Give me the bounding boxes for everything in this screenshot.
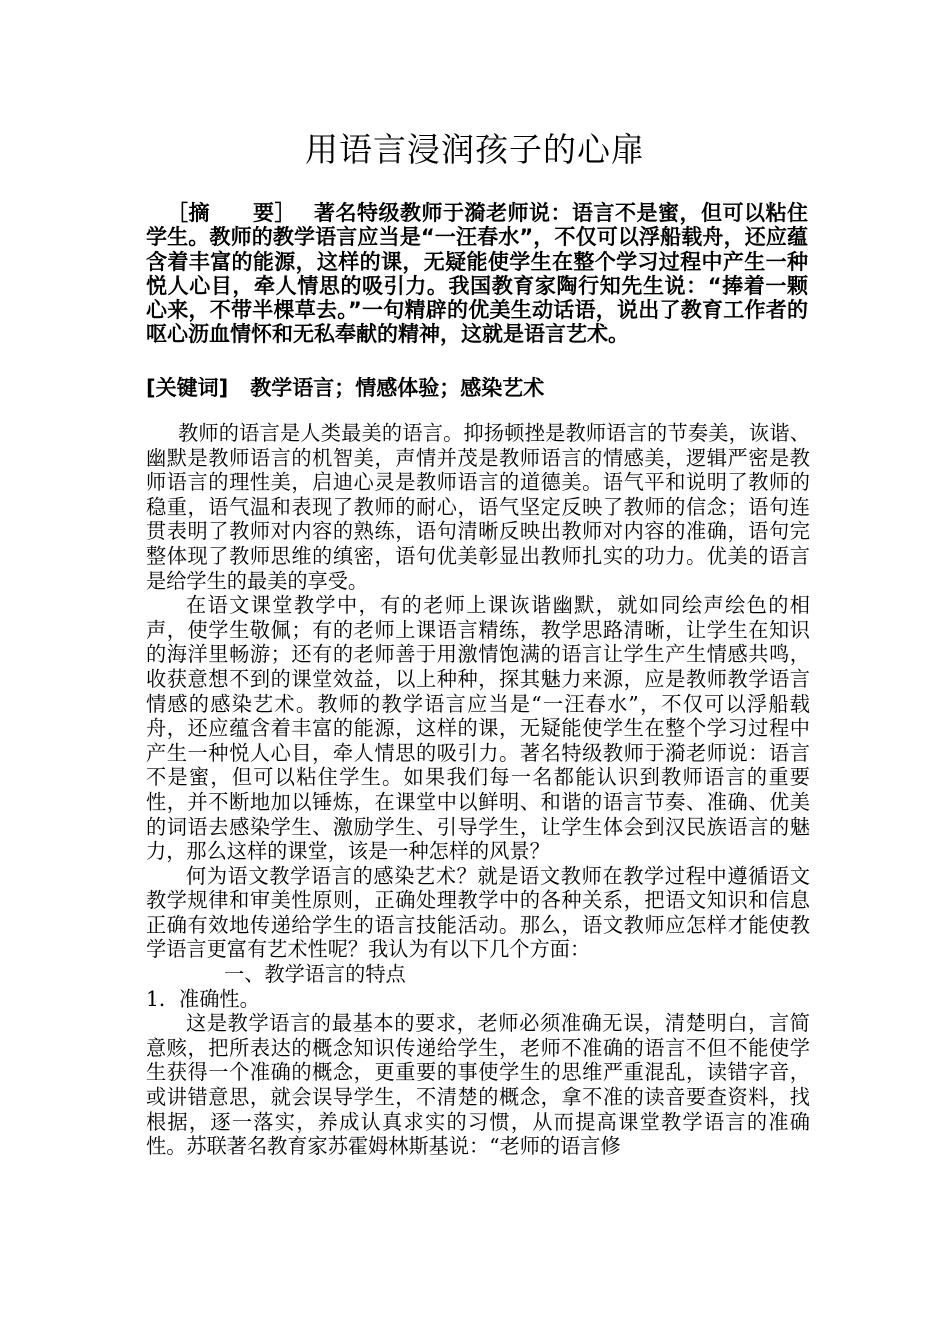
abstract-text: 著名特级教师于漪老师说：语言不是蜜，但可以粘住学生。教师的教学语言应当是“一汪春水”，不仅可以浮船载舟，还应蕴含着丰富的能源，这样的课，无疑能使学生在整个学习过程中产生一种悦人心目，牵人情思的吸引力。我国教育家陶行知先生说：“捧着一颗心来，不带半棵草去。”一句精辟的优美生动话语，说出了教育工作者的呕心沥血情怀和无私奉献的精神，这就是语言艺术。 xyxy=(146,201,808,347)
keywords xyxy=(146,376,808,400)
document-body xyxy=(146,421,810,1159)
section-heading-1: 一、教学语言的特点 xyxy=(224,962,406,987)
body-paragraph-2: 在语文课堂教学中，有的老师上课诙谐幽默，就如同绘声绘色的相声，使学生敬佩；有的老师上课语言精练，教学思路清晰，让学生在知识的海洋里畅游；还有的老师善于用激情饱满的语言让学生产生情感共鸣，收获意想不到的课堂效益，以上种种，探其魅力来源，应是教师教学语言情感的感染艺术。教师的教学语言应当是“一汪春水”，不仅可以浮船载舟，还应蕴含着丰富的能源，这样的课，无疑能使学生在整个学习过程中产生一种悦人心目，牵人情思的吸引力。著名特级教师于漪老师说：语言不是蜜，但可以粘住学生。如果我们每一名都能认识到教师语言的重要性，并不断地加以锤炼，在课堂中以鲜明、和谐的语言节奏、准确、优美的词语去感染学生、激励学生、引导学生，让学生体会到汉民族语言的魅力，那么这样的课堂，该是一种怎样的风景？ xyxy=(146,593,810,864)
abstract-label: ［摘 要］ xyxy=(167,201,296,225)
body-paragraph-3: 何为语文教学语言的感染艺术？就是语文教师在教学过程中遵循语文教学规律和审美性原则，正确处理教学中的各种关系，把语文知识和信息正确有效地传递给学生的语言技能活动。那么，语文教师应怎样才能使教学语言更富有艺术性呢？我认为有以下几个方面： xyxy=(146,863,810,962)
document-title: 用语言浸润孩子的心扉 xyxy=(305,130,645,169)
body-paragraph-4: 这是教学语言的最基本的要求，老师必须准确无误，清楚明白，言简意赅，把所表达的概念知识传递给学生，老师不准确的语言不但不能使学生获得一个准确的概念，更重要的事使学生的思维严重混乱，读错字音，或讲错意思，就会误导学生，不清楚的概念，拿不准的读音要查资料，找根据，逐一落实，养成认真求实的习惯，从而提高课堂教学语言的准确性。苏联著名教育家苏霍姆林斯基说：“老师的语言修 xyxy=(146,1011,810,1159)
subsection-heading-1: 1．准确性。 xyxy=(146,986,260,1011)
abstract xyxy=(146,201,808,347)
keywords-text: 教学语言；情感体验；感染艺术 xyxy=(250,376,545,400)
body-paragraph-1: 教师的语言是人类最美的语言。抑扬顿挫是教师语言的节奏美，诙谐、幽默是教师语言的机智美，声情并茂是教师语言的情感美，逻辑严密是教师语言的理性美，启迪心灵是教师语言的道德美。语气平和说明了教师的稳重，语气温和表现了教师的耐心，语气坚定反映了教师的信念；语句连贯表明了教师对内容的熟练，语句清晰反映出教师对内容的准确，语句完整体现了教师思维的缜密，语句优美彰显出教师扎实的功力。优美的语言是给学生的最美的享受。 xyxy=(146,421,810,593)
keywords-label: [关键词] xyxy=(146,376,229,400)
